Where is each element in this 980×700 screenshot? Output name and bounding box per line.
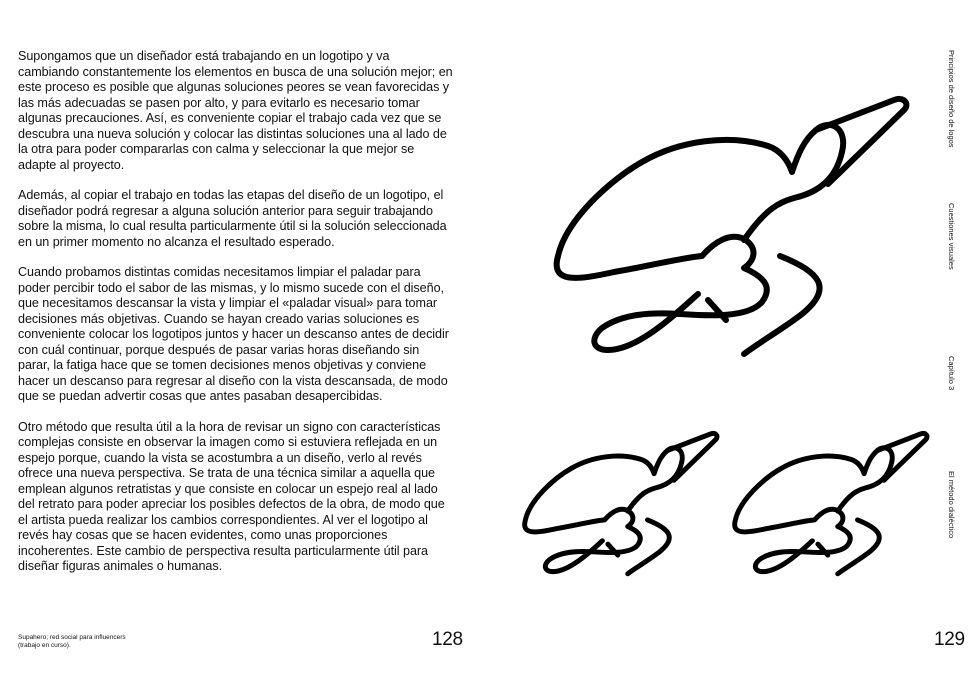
page-number-left: 128	[432, 629, 463, 650]
superhero-logo-icon-small-2	[720, 420, 940, 600]
superhero-logo-small-2	[720, 420, 940, 600]
side-label-chapter: Capítulo 3	[947, 356, 956, 391]
superhero-logo-large	[530, 88, 930, 388]
right-page	[490, 0, 980, 700]
figure-caption	[18, 634, 158, 650]
side-label-topic: El método dialéctico	[947, 471, 956, 539]
superhero-logo-small-1	[510, 420, 730, 600]
paragraph-3: Cuando probamos distintas comidas necesitamos limpiar el paladar para poder percibir todo el sabor de las mismas, y lo mismo sucede con el diseño, que necesitamos descansar la vista y limpiar el «paladar visual» para tomar decisiones más objetivas. Cuando se hayan creado varias soluciones es conveniente colocar los logotipos juntos y hacer un descanso antes de decidir con cuál continuar, porque después de pasar varias horas diseñando sin parar, la fatiga hace que se tomen decisiones menos objetivas y conviene hacer un descanso para regresar al diseño con la vista descansada, de modo que se puedan advertir cosas que antes pasaban desapercibidas.	[18, 265, 449, 403]
paragraph-2: Además, al copiar el trabajo en todas las etapas del diseño de un logotipo, el diseñador podrá regresar a alguna solución anterior para seguir trabajando sobre la misma, lo cual resulta particularmente útil si la solución seleccionada en un primer momento no alcanza el resultado esperado.	[18, 188, 447, 249]
superhero-logo-icon	[530, 88, 930, 388]
body-text	[18, 49, 453, 590]
caption-line-1: Supahero; red social para influencers	[18, 634, 126, 641]
paragraph-4: Otro método que resulta útil a la hora de revisar un signo con características complejas consiste en observar la imagen como si estuviera reflejada en un espejo porque, cuando la vista se acostumbra a un diseño, verlo al revés ofrece una nueva perspectiva. Se trata de una técnica similar a aquella que emplean algunos retratistas y que consiste en colocar un espejo real al lado del retrato para poder apreciar los posibles defectos de la obra, de modo que el artista pueda realizar los cambios correspondientes. Al ver el logotipo al revés hay cosas que se hacen evidentes, como unas proporciones incoherentes. Este cambio de perspectiva resulta particularmente útil para diseñar figuras animales o humanas.	[18, 419, 445, 573]
side-label-section: Cuestiones visuales	[947, 203, 956, 270]
paragraph-1: Supongamos que un diseñador está trabajando en un logotipo y va cambiando constantemente los elementos en busca de una solución mejor; en este proceso es posible que algunas soluciones peores se vean favorecidas y las más adecuadas se pasen por alto, y para evitarlo es necesario tomar algunas precauciones. Así, es conveniente copiar el trabajo cada vez que se descubra una nueva solución y colocar las distintas soluciones una al lado de la otra para poder compararlas con calma y seleccionar la que mejor se adapte al proyecto.	[18, 49, 453, 172]
page-number-right: 129	[934, 629, 965, 650]
side-label-book-title: Principios de diseño de logos	[947, 50, 956, 148]
caption-line-2: (trabajo en curso).	[18, 642, 71, 649]
superhero-logo-icon-small-1	[510, 420, 730, 600]
